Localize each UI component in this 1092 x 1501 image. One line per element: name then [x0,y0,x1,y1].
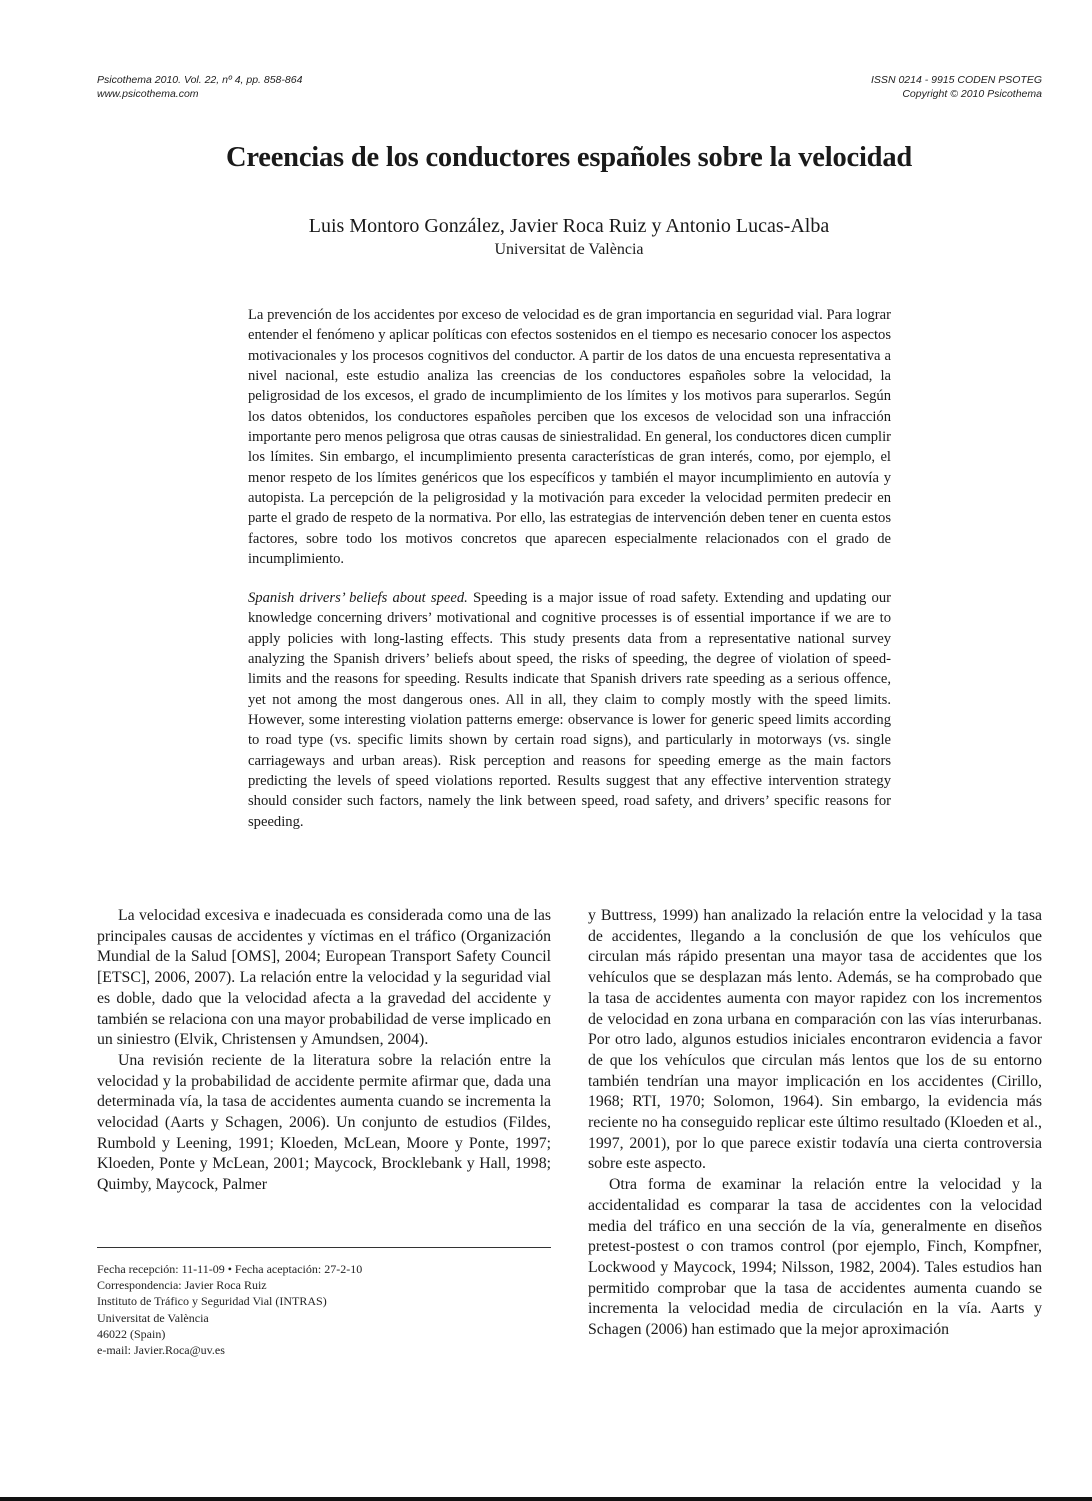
footnote-correspondence: Correspondencia: Javier Roca Ruiz [97,1278,267,1293]
body-paragraph: Otra forma de examinar la relación entre la velocidad y la accidentalidad es comparar la tasa de accidentes con la velocidad media del tráfico en una sección de la vía, generalmente en diseños pretest-postest o con tramos control (por ejemplo, Finch, Kompfner, Lockwood y Maycock, 1994; Nilsson, 1982, 2004). Tales estudios han permitido comprobar que la tasa de accidentes aumenta cuando se incrementa la velocidad media de circulación en la vía. Aarts y Schagen (2006) han estimado que la mejor aproximación [588,1176,1042,1339]
body-paragraph: Una revisión reciente de la literatura sobre la relación entre la velocidad y la probabilidad de accidente permite afirmar que, dada una determinada vía, la tasa de accidentes aumenta cuando se incrementa la velocidad (Aarts y Schagen, 2006). Un conjunto de estudios (Fildes, Rumbold y Leening, 1991; Kloeden, McLean, Moore y Ponte, 1997; Kloeden, Ponte y McLean, 2001; Maycock, Brocklebank y Hall, 1998; Quimby, Maycock, Palmer [97,1051,551,1194]
issn-line: ISSN 0214 - 9915 CODEN PSOTEG [871,74,1042,86]
journal-website[interactable]: www.psicothema.com [97,88,199,100]
journal-citation: Psicothema 2010. Vol. 22, nº 4, pp. 858-864 [97,74,303,86]
running-header-right [871,73,1042,101]
correspondence-footnote [97,1261,362,1358]
footnote-postal: 46022 (Spain) [97,1326,166,1341]
footnote-divider [97,1247,551,1248]
footnote-email[interactable]: e-mail: Javier.Roca@uv.es [97,1343,225,1358]
footnote-university: Universitat de València [97,1310,209,1325]
body-column-right [588,906,1042,1341]
body-column-left [97,906,551,1196]
running-header-left [97,73,302,101]
author-list: Luis Montoro González, Javier Roca Ruiz y Antonio Lucas-Alba [308,215,830,237]
abstract-english [248,588,891,832]
paper-title: Creencias de los conductores españoles sobre la velocidad [225,142,913,173]
page-bottom-border [0,1497,1092,1501]
body-paragraph: y Buttress, 1999) han analizado la relación entre la velocidad y la tasa de accidentes, llegando a la conclusión de que los vehículos que circulan más rápido presentan una mayor tasa de accidentes que los vehículos que se desplazan más lento. Además, se ha comprobado que la tasa de accidentes aumenta con mayor rapidez con los incrementos de velocidad en zona urbana en comparación con las vías interurbanas. Por otro lado, algunos estudios iniciales encontraron evidencia a favor de que los vehículos que circulan más lentos que los de su entorno también tendrían una mayor implicación en los accidentes (Cirillo, 1968; RTI, 1970; Solomon, 1964). Sin embargo, la evidencia más reciente no ha conseguido replicar este último resultado (Kloeden et al., 1997, 2001), por lo que parece existir todavía una cierta controversia sobre este aspecto. [588,907,1042,1173]
abstract-english-body: Speeding is a major issue of road safety. Extending and updating our knowledge concerning drivers’ motivational and cognitive processes is of essential importance if we are to apply policies with long-lasting effects. This study presents data from a representative national survey analyzing the Spanish drivers’ beliefs about speed, the risks of speeding, the degree of violation of speed-limits and the reasons for speeding. Results indicate that Spanish drivers rate speeding as a serious offence, yet not among the most dangerous ones. All in all, they claim to comply mostly with the speed limits. However, some interesting violation patterns emerge: observance is lower for generic speed limits according to road type (vs. specific limits shown by certain road signs), and particularly in motorways (vs. single carriageways and urban areas). Risk perception and reasons for speeding emerge as the main factors predicting the levels of speed violations reported. Results suggest that any effective intervention strategy should consider such factors, namely the link between speed, road safety, and drivers’ specific reasons for speeding. [248,590,891,830]
abstract-spanish: La prevención de los accidentes por exceso de velocidad es de gran importancia en seguridad vial. Para lograr entender el fenómeno y aplicar políticas con efectos sostenidos en el tiempo es necesario conocer los aspectos motivacionales y los procesos cognitivos del conductor. A partir de los datos de una encuesta representativa a nivel nacional, este estudio analiza las creencias de los conductores españoles sobre la velocidad, la peligrosidad de los excesos, el grado de incumplimiento de los límites y los motivos para superarlos. Según los datos obtenidos, los conductores españoles perciben que los excesos de velocidad son una infracción importante pero menos peligrosa que otras causas de siniestralidad. En general, los conductores dicen cumplir los límites. Sin embargo, el incumplimiento presenta características de gran interés, como, por ejemplo, el menor respeto de los límites genéricos que los específicos y también el mayor incumplimiento en autovía y autopista. La percepción de la peligrosidad y la motivación para exceder la velocidad permiten predecir en parte el grado de respeto de la normativa. Por ello, las estrategias de intervención deben tener en cuenta estos factores, sobre todo los motivos concretos que aparecen especialmente relacionados con el grado de incumplimiento. [248,307,891,568]
abstract-english-title: Spanish drivers’ beliefs about speed. [248,590,468,606]
footnote-institute: Instituto de Tráfico y Seguridad Vial (INTRAS) [97,1294,327,1309]
copyright-line: Copyright © 2010 Psicothema [902,88,1042,100]
footnote-dates: Fecha recepción: 11-11-09 • Fecha aceptación: 27-2-10 [97,1262,363,1276]
author-affiliation: Universitat de València [494,241,644,258]
body-paragraph: La velocidad excesiva e inadecuada es considerada como una de las principales causas de accidentes y víctimas en el tráfico (Organización Mundial de la Salud [OMS], 2004; European Transport Safety Council [ETSC], 2006, 2007). La relación entre la velocidad y la seguridad vial es doble, dado que la velocidad afecta a la gravedad del accidente y también se relaciona con una mayor probabilidad de verse implicado en un siniestro (Elvik, Christensen y Amundsen, 2004). [97,907,551,1049]
